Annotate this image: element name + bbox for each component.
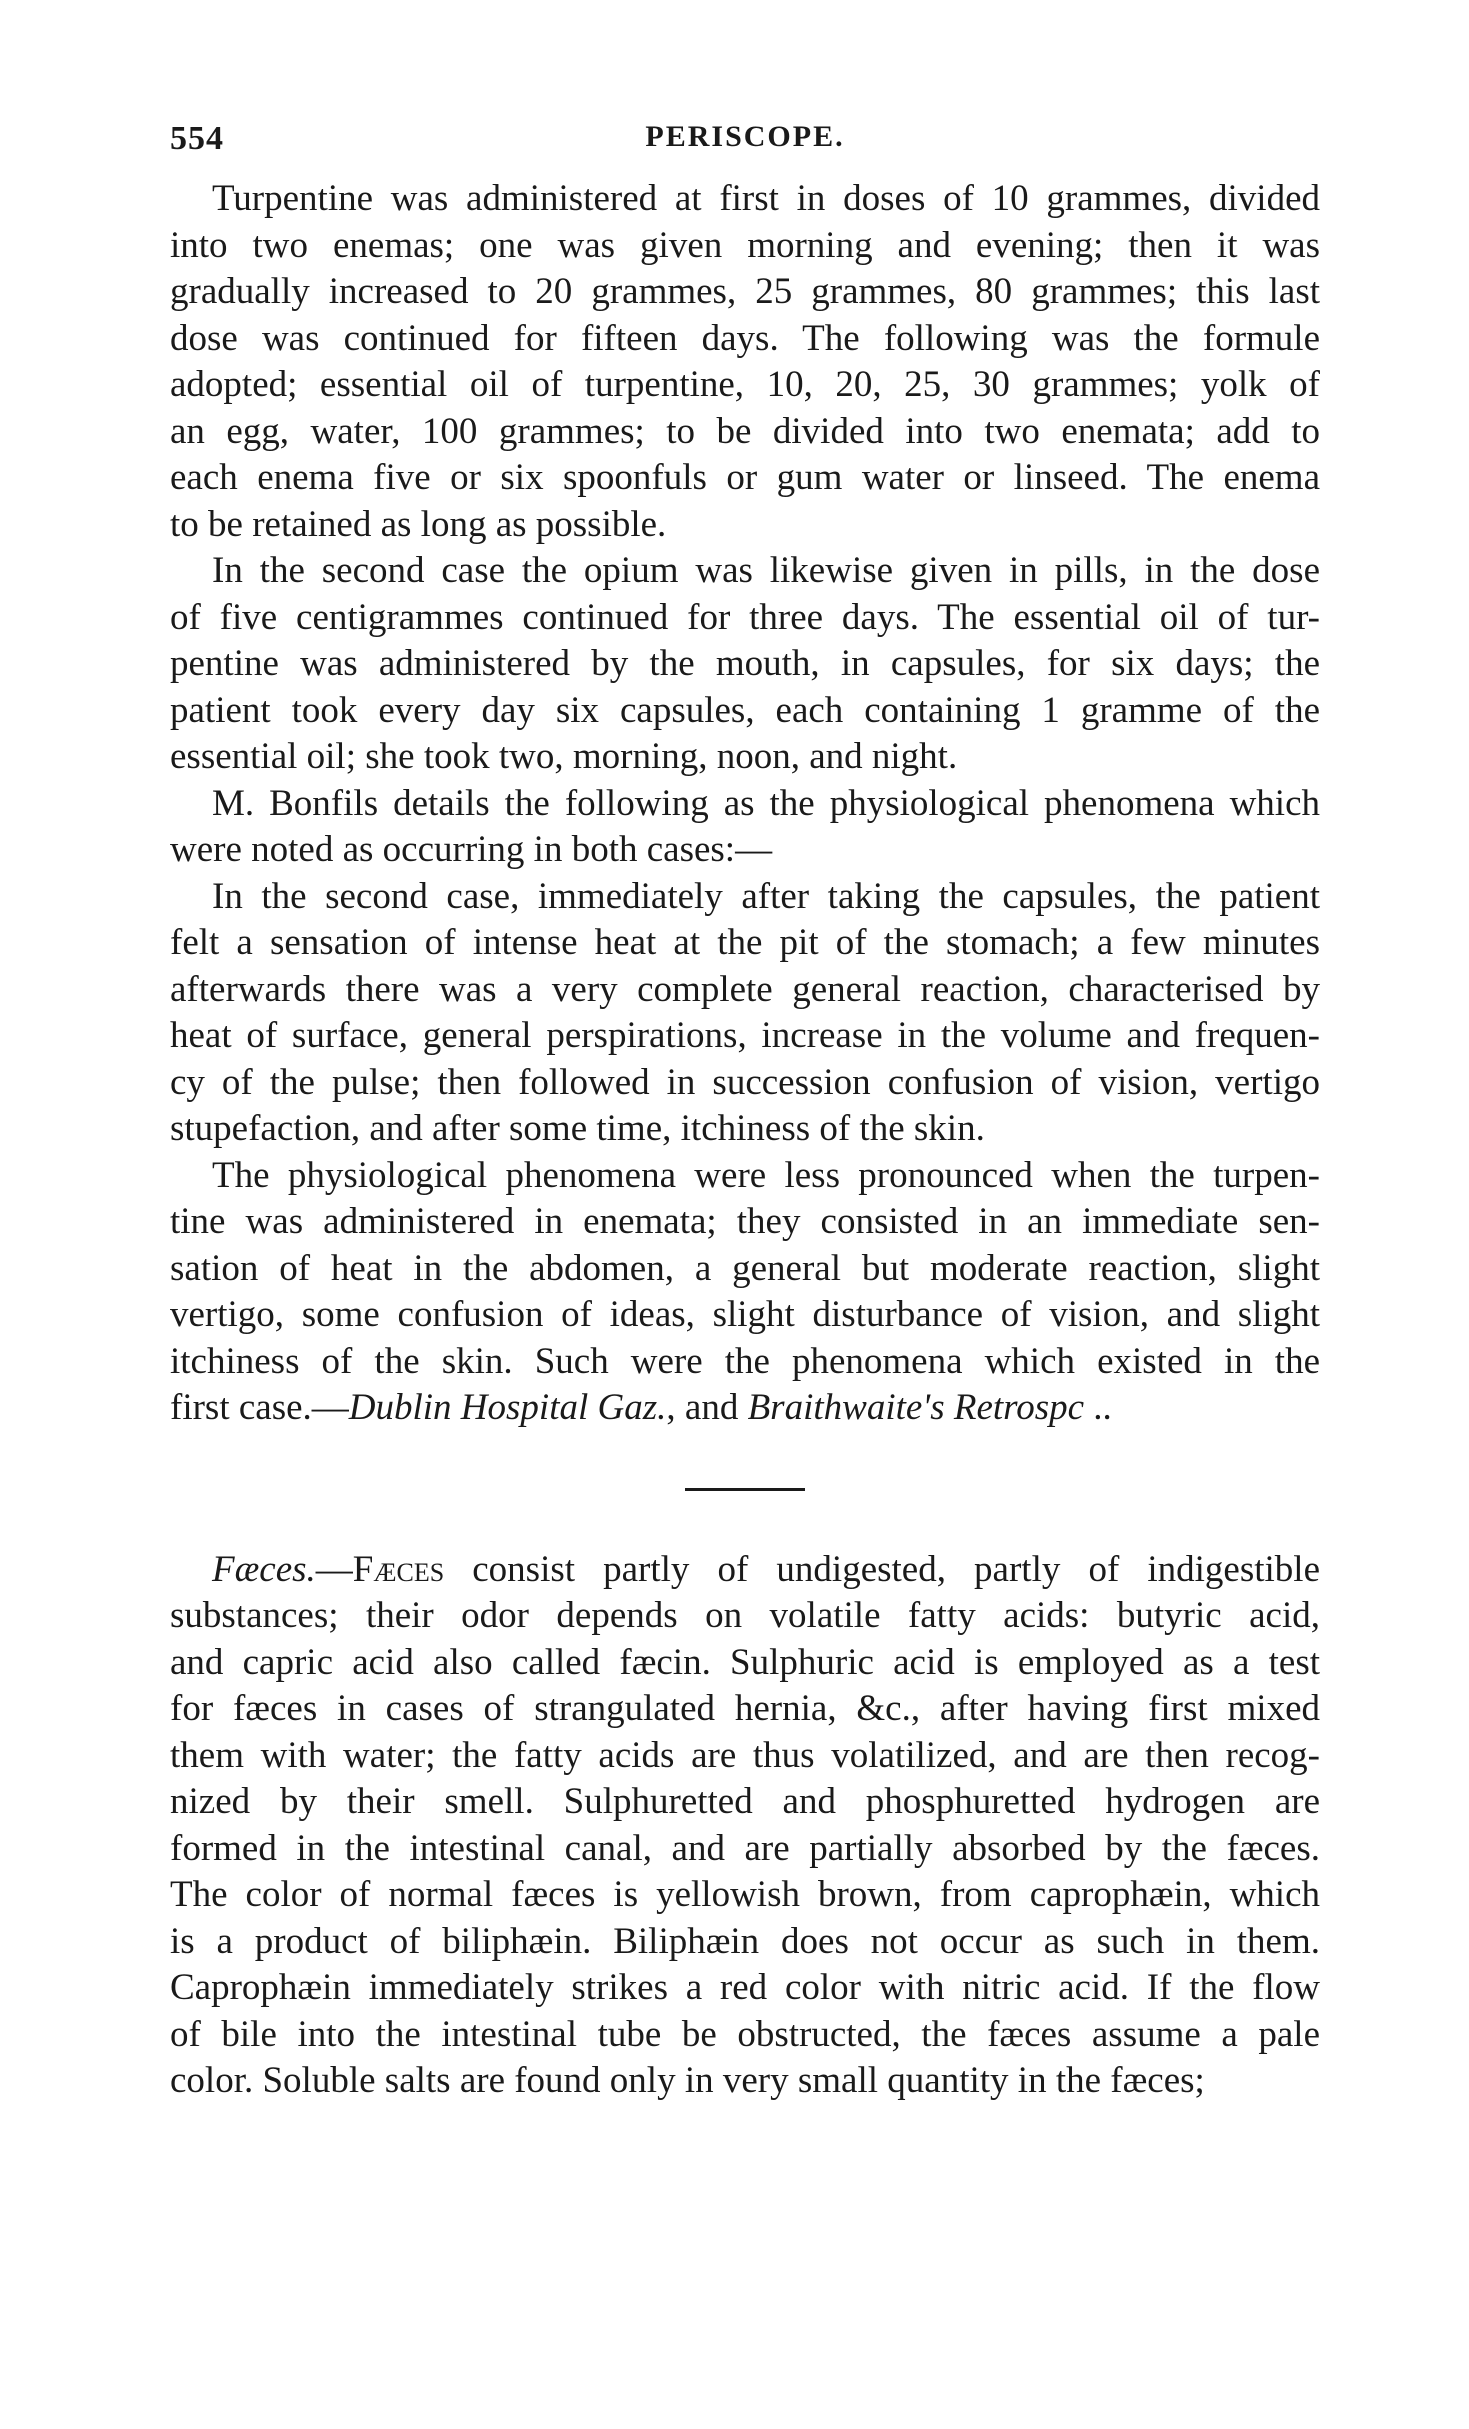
paragraph-capsule-effects <box>170 874 1320 1153</box>
citation-source-braithwaite: Braithwaite's Retrospc <box>747 1387 1085 1428</box>
text-line: In the second case, immediately after taking the capsules, the patient <box>212 875 1320 917</box>
faeces-first-line <box>170 1547 1320 1594</box>
section-turpentine <box>170 176 1320 1432</box>
text-line: sation of heat in the abdomen, a general but moderate reaction, slight <box>170 1247 1320 1289</box>
text-fragment: consist partly of undigested, partly of indigestible <box>444 1548 1320 1590</box>
paragraph-bonfils <box>170 781 1320 874</box>
text-line: The color of normal fæces is yellowish brown, from caprophæin, which <box>170 1874 1320 1915</box>
text-line: nized by their smell. Sulphuretted and phosphuretted hydrogen are <box>170 1781 1320 1822</box>
text-line: afterwards there was a very complete general reaction, characterised by <box>170 968 1320 1010</box>
text-line: M. Bonfils details the following as the physiological phenomena which <box>212 782 1320 824</box>
text-line: essential oil; she took two, morning, noon, and night. <box>170 736 958 777</box>
text-line: is a product of biliphæin. Biliphæin does not occur as such in them. <box>170 1920 1320 1962</box>
text-line: itchiness of the skin. Such were the phenomena which existed in the <box>170 1340 1320 1382</box>
text-line: In the second case the opium was likewise given in pills, in the dose <box>212 550 1320 591</box>
text-line: patient took every day six capsules, each containing 1 gramme of the <box>170 689 1320 731</box>
citation-tail: .. <box>1084 1387 1112 1428</box>
paragraph-faeces <box>170 1547 1320 2105</box>
text-line: adopted; essential oil of turpentine, 10, 20, 25, 30 grammes; yolk of <box>170 364 1320 405</box>
text-line: of bile into the intestinal tube be obstructed, the fæces assume a pale <box>170 2013 1320 2055</box>
paragraph-enemata-effects <box>170 1153 1320 1432</box>
text-line: color. Soluble salts are found only in very small quantity in the fæces; <box>170 2060 1205 2101</box>
text-line: to be retained as long as possible. <box>170 503 667 545</box>
text-line: into two enemas; one was given morning and evening; then it was <box>170 224 1320 266</box>
section-heading-faeces: Fæces. <box>212 1548 316 1590</box>
section-divider <box>685 1488 805 1491</box>
text-line: gradually increased to 20 grammes, 25 grammes, 80 grammes; this last <box>170 271 1320 312</box>
paragraph-second-case <box>170 548 1320 781</box>
paragraph-dosage <box>170 176 1320 548</box>
citation-source-dublin: Dublin Hospital Gaz. <box>348 1387 667 1428</box>
text-line: formed in the intestinal canal, and are partially absorbed by the fæces. <box>170 1827 1320 1869</box>
text-line: for fæces in cases of strangulated hernia, &c., after having first mixed <box>170 1688 1320 1729</box>
running-title: PERISCOPE. <box>645 120 845 153</box>
citation-and: , and <box>666 1387 748 1428</box>
text-line: of five centigrammes continued for three days. The essential oil of tur- <box>170 596 1320 638</box>
page-number: 554 <box>170 120 224 157</box>
citation-lead: first case.— <box>170 1387 349 1428</box>
text-line: Turpentine was administered at first in doses of 10 grammes, divided <box>212 178 1320 219</box>
text-line: Caprophæin immediately strikes a red color with nitric acid. If the flow <box>170 1967 1320 2008</box>
text-line: stupefaction, and after some time, itchiness of the skin. <box>170 1108 985 1149</box>
faeces-smallcaps: —Fæces <box>315 1548 445 1590</box>
text-line: them with water; the fatty acids are thus volatilized, and are then recog- <box>170 1734 1320 1776</box>
text-line: substances; their odor depends on volatile fatty acids: butyric acid, <box>170 1595 1320 1636</box>
text-line: cy of the pulse; then followed in succession confusion of vision, vertigo <box>170 1061 1320 1103</box>
text-line: pentine was administered by the mouth, in capsules, for six days; the <box>170 643 1320 684</box>
text-line: dose was continued for fifteen days. The following was the formule <box>170 317 1320 359</box>
citation-line <box>170 1385 1320 1432</box>
text-line: felt a sensation of intense heat at the pit of the stomach; a few minutes <box>170 922 1320 963</box>
page <box>170 120 1320 2105</box>
section-faeces <box>170 1547 1320 2105</box>
running-head <box>170 120 1320 176</box>
text-line: each enema five or six spoonfuls or gum water or linseed. The enema <box>170 457 1320 498</box>
text-line: tine was administered in enemata; they consisted in an immediate sen- <box>170 1201 1320 1242</box>
text-line: were noted as occurring in both cases:— <box>170 829 773 870</box>
text-line: vertigo, some confusion of ideas, slight disturbance of vision, and slight <box>170 1294 1320 1335</box>
text-line: heat of surface, general perspirations, increase in the volume and frequen- <box>170 1015 1320 1056</box>
text-line: and capric acid also called fæcin. Sulphuric acid is employed as a test <box>170 1641 1320 1683</box>
text-line: The physiological phenomena were less pronounced when the turpen- <box>212 1154 1320 1196</box>
text-line: an egg, water, 100 grammes; to be divided into two enemata; add to <box>170 410 1320 452</box>
